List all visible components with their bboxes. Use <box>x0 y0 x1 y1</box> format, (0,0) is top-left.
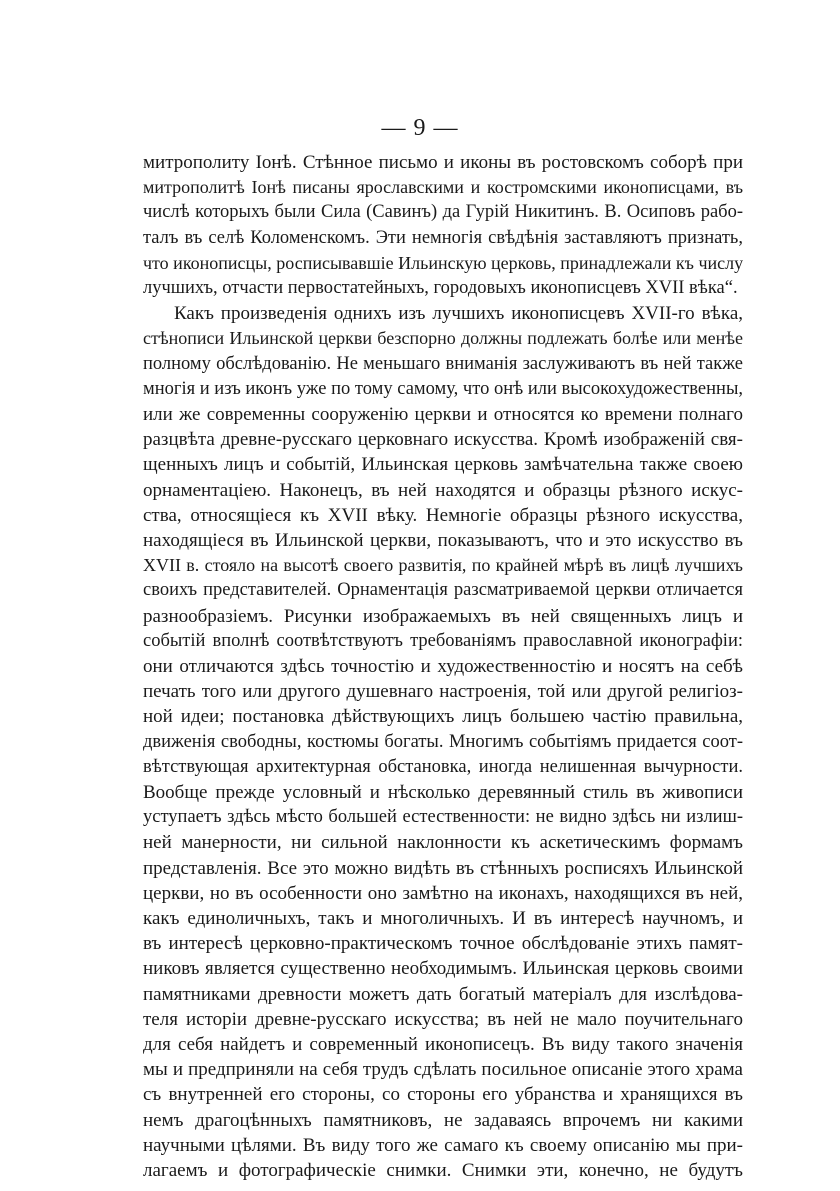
text-line: движенія свободны, костюмы богаты. Многимъ событіямъ придается соот- <box>143 732 743 752</box>
text-line: въ интересѣ церковно-практическомъ точное обслѣдованіе этихъ памят- <box>143 933 743 954</box>
text-line: печать того или другого душевнаго настроенія, той или другой религіоз- <box>143 681 743 702</box>
text-line: событій вполнѣ соотвѣтствуютъ требованіямъ православной иконографіи: <box>143 631 743 651</box>
text-line: стѣнописи Ильинской церкви безспорно должны подлежать болѣе или менѣе <box>143 328 743 348</box>
text-line: научными цѣлями. Въ виду того же самаго къ своему описанію мы при- <box>143 1135 743 1156</box>
text-line: находящіеся въ Ильинской церкви, показываютъ, что и это искусство въ <box>143 530 743 551</box>
text-line: разнообразіемъ. Рисунки изображаемыхъ въ ней священныхъ лицъ и <box>143 606 743 627</box>
text-line: никовъ является существенно необходимымъ. Ильинская церковь своими <box>143 958 743 979</box>
text-line: Какъ произведенія однихъ изъ лучшихъ иконописцевъ XVII-го вѣка, <box>174 303 743 324</box>
text-line: или же современны сооруженію церкви и относятся ко времени полнаго <box>143 404 743 425</box>
text-line: ней манерности, ни сильной наклонности къ аскетическимъ формамъ <box>143 832 743 853</box>
text-line: немъ драгоцѣнныхъ памятниковъ, не задаваясь впрочемъ ни какими <box>143 1110 743 1131</box>
text-line: числѣ которыхъ были Сила (Савинъ) да Гурій Никитинъ. В. Осиповъ рабо- <box>143 202 743 222</box>
text-line: ной идеи; постановка дѣйствующихъ лицъ большею частію правильна, <box>143 706 743 727</box>
text-line: своихъ представителей. Орнаментація разсматриваемой церкви отличается <box>143 580 743 600</box>
text-line: XVII в. стояло на высотѣ своего развитія, по крайней мѣрѣ въ лицѣ лучшихъ <box>143 555 743 575</box>
text-line: многія и изъ иконъ уже по тому самому, что онѣ или высокохудожественны, <box>143 379 743 399</box>
text-line: вѣтствующая архитектурная обстановка, иногда нелишенная вычурности. <box>143 757 743 777</box>
text-line: для себя найдетъ и современный иконописецъ. Въ виду такого значенія <box>143 1034 743 1055</box>
page-number: — 9 — <box>381 115 459 141</box>
text-line: митрополиту Іонѣ. Стѣнное письмо и иконы въ ростовскомъ соборѣ при <box>143 152 743 173</box>
text-line: Вообще прежде условный и нѣсколько деревянный стиль въ живописи <box>143 782 743 803</box>
text-line: съ внутренней его стороны, со стороны его убранства и хранящихся въ <box>143 1084 743 1105</box>
text-line: разцвѣта древне-русскаго церковнаго искусства. Кромѣ изображеній свя- <box>143 429 743 450</box>
text-line: какъ единоличныхъ, такъ и многоличныхъ. И въ интересѣ научномъ, и <box>143 908 743 929</box>
text-line: мы и предприняли на себя трудъ сдѣлать посильное описаніе этого храма <box>143 1059 743 1080</box>
text-line: представленія. Все это можно видѣть въ стѣнныхъ росписяхъ Ильинской <box>143 858 743 879</box>
text-line: памятниками древности можетъ дать богатый матеріалъ для изслѣдова- <box>143 984 743 1005</box>
text-line: лучшихъ, отчасти первостатейныхъ, городовыхъ иконописцевъ XVII вѣка“. <box>143 278 738 298</box>
text-line: орнаментаціею. Наконецъ, въ ней находятся и образцы рѣзного искус- <box>143 480 743 501</box>
text-line: ства, относящіеся къ XVII вѣку. Немногіе образцы рѣзного искусства, <box>143 505 743 526</box>
text-line: они отличаются здѣсь точностію и художественностію и носятъ на себѣ <box>143 656 743 677</box>
text-line: уступаетъ здѣсь мѣсто большей естественности: не видно здѣсь ни излиш- <box>143 807 743 827</box>
text-line: полному обслѣдованію. Не меньшаго вниманія заслуживаютъ въ ней также <box>143 354 743 374</box>
text-line: митрополитѣ Іонѣ писаны ярославскими и костромскими иконописцами, въ <box>143 177 743 197</box>
text-line: лагаемъ и фотографическіе снимки. Снимки эти, конечно, не будутъ <box>143 1160 743 1181</box>
text-line: теля исторіи древне-русскаго искусства; въ ней не мало поучительнаго <box>143 1009 743 1030</box>
text-line: щенныхъ лицъ и событій, Ильинская церковь замѣчательна также своею <box>143 454 743 475</box>
text-line: что иконописцы, росписывавшіе Ильинскую церковь, принадлежали къ числу <box>143 253 743 273</box>
text-line: талъ въ селѣ Коломенскомъ. Эти немногія свѣдѣнія заставляютъ признать, <box>143 228 743 248</box>
text-line: церкви, но въ особенности оно замѣтно на иконахъ, находящихся въ ней, <box>143 883 743 904</box>
